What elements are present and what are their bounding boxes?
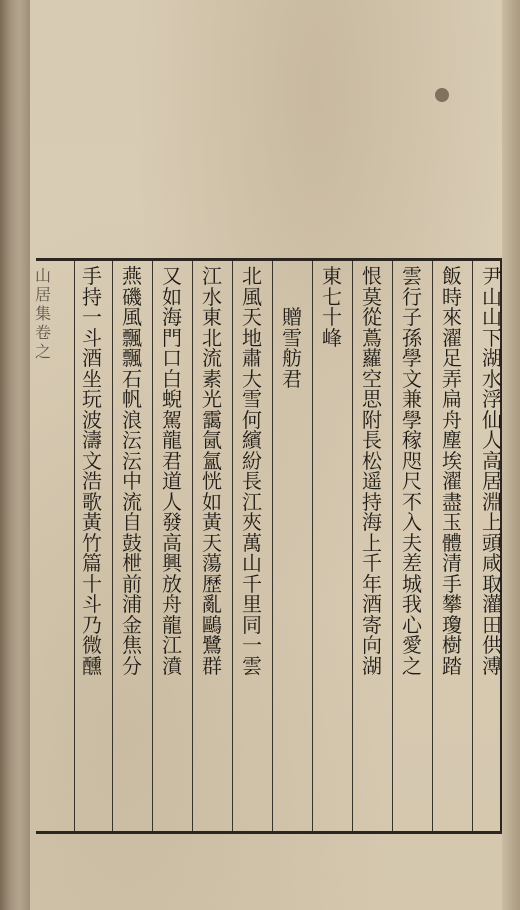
glyph: 黃: [202, 510, 222, 534]
glyph: 分: [122, 653, 142, 678]
glyph: 焦: [122, 633, 142, 657]
glyph: 大: [242, 366, 262, 391]
glyph: 扁: [442, 387, 462, 411]
glyph: 我: [402, 592, 422, 616]
glyph: 波: [82, 407, 102, 432]
glyph: 帆: [122, 387, 142, 411]
glyph: 乃: [82, 612, 102, 637]
glyph: 北: [202, 325, 222, 350]
glyph: 君: [162, 448, 182, 473]
glyph: 夾: [242, 510, 262, 534]
glyph: 風: [242, 284, 262, 309]
glyph: 人: [162, 489, 182, 514]
glyph: 又: [162, 264, 182, 288]
glyph: 下: [482, 325, 502, 350]
glyph: 流: [202, 346, 222, 370]
glyph: 靄: [202, 407, 222, 432]
glyph: 田: [482, 612, 502, 637]
text-column-10: [115, 266, 149, 676]
glyph: 寄: [362, 612, 382, 637]
glyph: 鼓: [122, 530, 142, 555]
glyph: 孫: [402, 325, 422, 350]
glyph: 枻: [122, 551, 142, 575]
glyph: 海: [362, 510, 382, 534]
glyph: 從: [362, 305, 382, 329]
glyph: 燕: [122, 264, 142, 288]
glyph: 攀: [442, 592, 462, 616]
column-rule: [192, 261, 193, 831]
glyph: 子: [402, 305, 422, 329]
glyph: 萬: [242, 530, 262, 555]
glyph: 弄: [442, 366, 462, 391]
glyph: 上: [362, 530, 382, 555]
glyph: 松: [362, 448, 382, 473]
glyph: 十: [322, 305, 342, 329]
text-column-5: [315, 266, 349, 348]
glyph: 高: [482, 448, 502, 473]
glyph: 樹: [442, 633, 462, 657]
glyph: 取: [482, 571, 502, 596]
glyph: 來: [442, 305, 462, 329]
glyph: 居: [482, 469, 502, 493]
glyph: 酒: [362, 592, 382, 616]
glyph: 東: [202, 305, 222, 329]
glyph: 高: [162, 530, 182, 555]
glyph: 坐: [82, 366, 102, 391]
column-rule: [312, 261, 313, 831]
glyph: 浮: [482, 387, 502, 411]
glyph: 海: [162, 305, 182, 329]
glyph: 玩: [82, 387, 102, 411]
glyph: 同: [242, 612, 262, 637]
glyph: 恍: [202, 469, 222, 493]
column-rule: [272, 261, 273, 831]
glyph: 北: [242, 264, 262, 288]
glyph: 中: [122, 469, 142, 493]
text-column-9: [155, 266, 189, 676]
glyph: 濯: [442, 469, 462, 493]
column-rule: [112, 261, 113, 831]
glyph: 七: [322, 284, 342, 309]
glyph: 差: [402, 551, 422, 575]
glyph: 年: [362, 571, 382, 596]
glyph: 竹: [82, 530, 102, 555]
text-column-4: [355, 266, 389, 676]
glyph: 山: [482, 305, 502, 329]
glyph: 尹: [482, 264, 502, 288]
glyph: 自: [122, 510, 142, 534]
glyph: 里: [242, 592, 262, 616]
glyph: 發: [162, 510, 182, 534]
glyph: 金: [122, 612, 142, 637]
book-spine-edge: [0, 0, 32, 910]
text-column-6: [275, 307, 309, 389]
glyph: 石: [122, 366, 142, 391]
glyph: 雲: [242, 653, 262, 678]
glyph: 歷: [202, 571, 222, 596]
text-column-2: [435, 266, 469, 676]
glyph: 磯: [122, 284, 142, 309]
glyph: 十: [82, 571, 102, 596]
glyph: 地: [242, 325, 262, 350]
glyph: 頭: [482, 530, 502, 555]
glyph: 水: [202, 284, 222, 309]
glyph: 咫: [402, 448, 422, 473]
glyph: 文: [402, 366, 422, 391]
glyph: 學: [402, 346, 422, 370]
glyph: 行: [402, 284, 422, 309]
glyph: 仙: [482, 407, 502, 432]
glyph: 氤: [202, 428, 222, 452]
glyph: 蔦: [362, 325, 382, 350]
glyph: 愛: [402, 633, 422, 657]
glyph: 尺: [402, 469, 422, 493]
glyph: 手: [442, 571, 462, 596]
glyph: 鷗: [202, 612, 222, 637]
glyph: 湖: [362, 653, 382, 678]
glyph: 浦: [122, 592, 142, 616]
column-rule: [232, 261, 233, 831]
glyph: 上: [482, 510, 502, 534]
glyph: 兼: [402, 387, 422, 411]
glyph: 瓊: [442, 612, 462, 637]
glyph: 文: [82, 448, 102, 473]
glyph: 水: [482, 366, 502, 391]
glyph: 飄: [122, 325, 142, 350]
text-column-11: [75, 266, 109, 676]
column-rule: [152, 261, 153, 831]
glyph: 斗: [82, 592, 102, 616]
glyph: 濤: [82, 428, 102, 452]
glyph: 心: [402, 612, 422, 637]
ink-stain: [435, 88, 449, 102]
glyph: 光: [202, 387, 222, 411]
glyph: 亂: [202, 592, 222, 616]
glyph: 放: [162, 571, 182, 596]
glyph: 風: [122, 305, 142, 329]
glyph: 龍: [162, 612, 182, 637]
glyph: 時: [442, 284, 462, 309]
glyph: 舫: [282, 346, 302, 370]
glyph: 一: [242, 633, 262, 657]
glyph: 微: [82, 633, 102, 657]
glyph: 踏: [442, 653, 462, 678]
glyph: 空: [362, 366, 382, 391]
glyph: 繽: [242, 428, 262, 452]
glyph: 一: [82, 305, 102, 329]
glyph: 咸: [482, 551, 502, 575]
glyph: 持: [362, 489, 382, 514]
glyph: 鷺: [202, 633, 222, 657]
glyph: 東: [322, 264, 342, 288]
glyph: 天: [242, 305, 262, 329]
glyph: 溥: [482, 653, 502, 678]
glyph: 長: [242, 469, 262, 493]
column-rule: [392, 261, 393, 831]
glyph: 門: [162, 325, 182, 350]
glyph: 莫: [362, 284, 382, 309]
paper-page: [30, 0, 508, 910]
glyph: 山: [242, 551, 262, 575]
glyph: 酒: [82, 346, 102, 370]
glyph: 手: [82, 264, 102, 288]
glyph: 道: [162, 469, 182, 493]
glyph: 浪: [122, 407, 142, 432]
glyph: 濆: [162, 653, 182, 678]
glyph: 附: [362, 407, 382, 432]
glyph: 前: [122, 571, 142, 596]
glyph: 紛: [242, 448, 262, 473]
glyph: 灌: [482, 592, 502, 616]
glyph: 千: [242, 571, 262, 596]
glyph: 如: [162, 284, 182, 309]
glyph: 體: [442, 530, 462, 555]
glyph: 舟: [442, 407, 462, 432]
glyph: 斗: [82, 325, 102, 350]
glyph: 白: [162, 366, 182, 391]
glyph: 淵: [482, 489, 502, 514]
glyph: 龍: [162, 428, 182, 452]
glyph: 浩: [82, 469, 102, 493]
glyph: 興: [162, 551, 182, 575]
glyph: 氳: [202, 448, 222, 473]
glyph: 篇: [82, 551, 102, 575]
glyph: 遥: [362, 469, 382, 493]
glyph: 肅: [242, 346, 262, 370]
glyph: 何: [242, 407, 262, 432]
glyph: 入: [402, 510, 422, 534]
glyph: 持: [82, 284, 102, 309]
glyph: 長: [362, 428, 382, 452]
glyph: 清: [442, 551, 462, 575]
glyph: 飯: [442, 264, 462, 288]
glyph: 足: [442, 346, 462, 370]
text-column-8: [195, 266, 229, 676]
glyph: 埃: [442, 448, 462, 473]
glyph: 黃: [82, 510, 102, 534]
glyph: 千: [362, 551, 382, 575]
glyph: 飄: [122, 346, 142, 370]
glyph: 君: [282, 366, 302, 391]
glyph: 流: [122, 489, 142, 514]
glyph: 思: [362, 387, 382, 411]
glyph: 江: [202, 264, 222, 288]
column-rule: [352, 261, 353, 831]
right-page-edge: [502, 0, 520, 910]
glyph: 玉: [442, 510, 462, 534]
glyph: 之: [402, 653, 422, 678]
text-column-3: [395, 266, 429, 676]
edge-glyph: 居: [34, 285, 51, 304]
glyph: 天: [202, 530, 222, 555]
glyph: 山: [482, 284, 502, 309]
glyph: 沄: [122, 428, 142, 452]
glyph: 濯: [442, 325, 462, 350]
edge-glyph: 卷: [34, 323, 51, 342]
edge-glyph: 集: [34, 304, 51, 323]
glyph: 夫: [402, 530, 422, 555]
glyph: 盡: [442, 489, 462, 514]
glyph: 群: [202, 653, 222, 678]
glyph: 學: [402, 407, 422, 432]
glyph: 如: [202, 489, 222, 514]
glyph: 雪: [282, 325, 302, 350]
glyph: 城: [402, 571, 422, 596]
glyph: 塵: [442, 428, 462, 452]
fore-edge-title-fragment: [32, 266, 54, 361]
glyph: 江: [242, 489, 262, 514]
text-column-7: [235, 266, 269, 676]
edge-glyph: 山: [34, 266, 51, 285]
glyph: 素: [202, 366, 222, 391]
glyph: 不: [402, 489, 422, 514]
glyph: 雪: [242, 387, 262, 411]
glyph: 沄: [122, 448, 142, 473]
column-rule: [432, 261, 433, 831]
glyph: 蘿: [362, 346, 382, 370]
glyph: 贈: [282, 305, 302, 329]
glyph: 江: [162, 633, 182, 657]
glyph: 峰: [322, 325, 342, 350]
glyph: 口: [162, 346, 182, 370]
glyph: 舟: [162, 592, 182, 616]
column-rule: [472, 261, 473, 831]
glyph: 蜺: [162, 387, 182, 411]
glyph: 駕: [162, 407, 182, 432]
glyph: 稼: [402, 428, 422, 452]
glyph: 向: [362, 633, 382, 657]
glyph: 雲: [402, 264, 422, 288]
glyph: 蕩: [202, 551, 222, 575]
glyph: 醺: [82, 653, 102, 678]
edge-glyph: 之: [34, 342, 51, 361]
glyph: 歌: [82, 489, 102, 514]
glyph: 人: [482, 428, 502, 452]
glyph: 恨: [362, 264, 382, 288]
glyph: 供: [482, 633, 502, 657]
glyph: 湖: [482, 346, 502, 370]
